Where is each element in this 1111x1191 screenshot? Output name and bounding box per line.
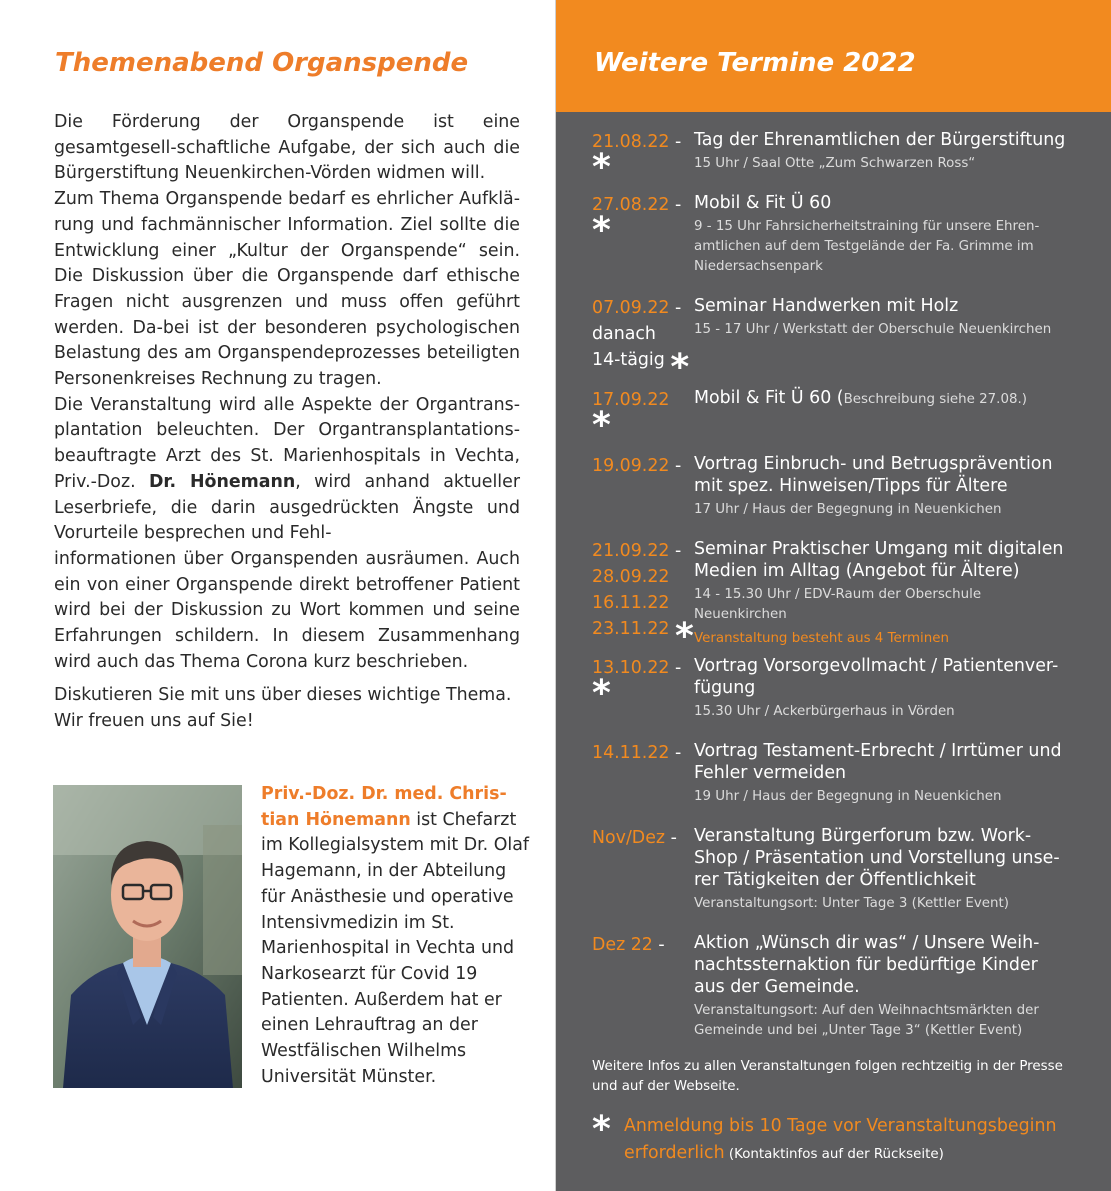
- event-title: Aktion „Wünsch dir was“ / Unsere Weih-nachtssternaktion für bedürftige Kinder aus der Gemeinde.: [694, 933, 1040, 997]
- bio-name: Priv.-Doz. Dr. med. Chris-tian Hönemann: [261, 784, 507, 830]
- doctor-bio: [261, 782, 531, 1090]
- paragraph-event-start: Die Veranstaltung wird alle Aspekte der Organtrans-plantation beleuchten. Der Organtransplantations-beauftragte Arzt des St. Marienhospitals in Vechta, Priv.-Doz.: [54, 394, 520, 492]
- event-details: Veranstaltungsort: Unter Tage 3 (Kettler Event): [694, 896, 1009, 911]
- registration-asterisk-icon: *: [592, 405, 611, 446]
- registration-asterisk-icon: *: [592, 210, 611, 251]
- event-details: 9 - 15 Uhr Fahrsicherheitstraining für unsere Ehren-amtlichen auf dem Testgelände der Fa. Grimme im Niedersachsenpark: [694, 219, 1040, 274]
- event-date: Dez 22 -: [592, 935, 665, 955]
- article-body: [54, 110, 520, 735]
- event-date: 28.09.22: [592, 567, 670, 587]
- event-details: 15 - 17 Uhr / Werkstatt der Oberschule Neuenkirchen: [694, 322, 1052, 337]
- event-details: 14 - 15.30 Uhr / EDV-Raum der Oberschule Neuenkirchen: [694, 587, 982, 622]
- dates-header: [556, 0, 1111, 112]
- registration-asterisk-icon: *: [674, 616, 694, 657]
- paragraph-topic: Zum Thema Organspende bedarf es ehrlicher Aufklä-rung und fachmännischer Information. Ziel sollte die Entwicklung einer „Kultur der Organspende“ sein. Die Diskussion über die Organspende darf ethische Fragen nicht ausgrenzen und muss offen geführt werden. Da-bei ist der besonderen psychologischen Belastung des am Organspendeprozesses beteiligten Personenkreises Rechnung zu tragen.: [54, 189, 520, 390]
- event-dates: [592, 295, 692, 388]
- event-date: 23.11.22 *: [592, 616, 694, 657]
- registration-text: Anmeldung bis 10 Tage vor Veranstaltungsbeginn erforderlich (Kontaktinfos auf der Rückseite): [624, 1116, 1057, 1163]
- event-body: [694, 129, 1074, 174]
- event-body: [694, 740, 1074, 807]
- event-title: Mobil & Fit Ü 60: [694, 193, 832, 213]
- right-column: [555, 0, 1111, 1191]
- event-details: 17 Uhr / Haus der Begegnung in Neuenkichen: [694, 502, 1002, 517]
- event-date: 17.09.22: [592, 390, 670, 410]
- event-date: 19.09.22 -: [592, 456, 682, 476]
- event-title: Vortrag Testament-Erbrecht / Irrtümer und Fehler vermeiden: [694, 741, 1062, 783]
- left-heading: Themenabend Organspende: [55, 48, 469, 78]
- event-body: [694, 453, 1074, 520]
- doctor-name-bold: Dr. Hönemann: [148, 471, 296, 492]
- event-date: 21.09.22 -: [592, 541, 682, 561]
- event-body: [694, 192, 1074, 277]
- event-details: 15 Uhr / Saal Otte „Zum Schwarzen Ross“: [694, 156, 976, 171]
- bio-text: ist Chefarzt im Kollegialsystem mit Dr. Olaf Hagemann, in der Abteilung für Anästhesie und operative Intensivmedizin im St. Marienhospital in Vechta und Narkosearzt für Covid 19 Patienten. Außerdem hat er einen Lehrauftrag an der Westfälischen Wilhelms Universität Münster.: [261, 809, 530, 1087]
- paragraph-intro: Die Förderung der Organspende ist eine gesamtgesell-schaftliche Aufgabe, der sich auch die Bürgerstiftung Neuenkirchen-Vörden widmen will.: [54, 112, 520, 184]
- event-body: [694, 538, 1074, 649]
- event-dates: [592, 192, 692, 251]
- event-details: 19 Uhr / Haus der Begegnung in Neuenkichen: [694, 789, 1002, 804]
- event-date: 21.08.22 -: [592, 132, 682, 152]
- doctor-portrait-photo: [53, 785, 242, 1088]
- event-dates: [592, 825, 692, 851]
- event-dates: [592, 129, 692, 188]
- event-body: [694, 387, 1074, 411]
- event-date: 13.10.22 -: [592, 658, 682, 678]
- event-title: Vortrag Einbruch- und Betrugsprävention mit spez. Hinweisen/Tipps für Ältere: [694, 454, 1053, 496]
- event-date: 14.11.22 -: [592, 743, 682, 763]
- event-body: [694, 655, 1074, 722]
- event-body: [694, 825, 1074, 914]
- event-title: Seminar Praktischer Umgang mit digitalen Medien im Alltag (Angebot für Ältere): [694, 539, 1064, 581]
- paragraph-event-end: , wird anhand aktueller Leserbriefe, die darin ausgedrückten Ängste und Vorurteile besprechen und Fehl-: [54, 471, 520, 544]
- event-details: 15.30 Uhr / Ackerbürgerhaus in Vörden: [694, 704, 955, 719]
- event-date: 27.08.22 -: [592, 195, 682, 215]
- event-dates: [592, 932, 692, 958]
- registration-asterisk-icon: *: [670, 347, 690, 388]
- registration-asterisk-icon: *: [592, 1109, 611, 1150]
- event-title: Vortrag Vorsorgevollmacht / Patientenver-fügung: [694, 656, 1059, 698]
- event-dates: [592, 538, 694, 657]
- event-date: Nov/Dez -: [592, 828, 677, 848]
- registration-asterisk-icon: *: [592, 147, 611, 188]
- event-note: Veranstaltung besteht aus 4 Terminen: [694, 631, 949, 646]
- paragraph-misinformation: informationen über Organspenden ausräumen. Auch ein von einer Organspende direkt betroffener Patient wird bei der Diskussion zu Wort kommen und seine Erfahrungen schildern. In diesem Zusammenhang wird auch das Thema Corona kurz beschrieben.: [54, 548, 520, 672]
- event-dates: [592, 740, 692, 766]
- event-title: Mobil & Fit Ü 60 (Beschreibung siehe 27.08.): [694, 388, 1027, 408]
- more-info-note: Weitere Infos zu allen Veranstaltungen folgen rechtzeitig in der Presse und auf der Webseite.: [592, 1059, 1063, 1094]
- event-title: Veranstaltung Bürgerforum bzw. Work-Shop / Präsentation und Vorstellung unse-rer Tätigkeiten der Öffentlichkeit: [694, 826, 1060, 890]
- event-title-note: Beschreibung siehe 27.08.): [843, 392, 1027, 407]
- event-dates: [592, 655, 692, 714]
- event-dates: [592, 453, 692, 479]
- registration-contact-hint: (Kontaktinfos auf der Rückseite): [724, 1147, 944, 1162]
- event-date: 07.09.22 -: [592, 298, 682, 318]
- paragraph-event: [54, 393, 520, 547]
- registration-asterisk-icon: *: [592, 673, 611, 714]
- event-body: [694, 295, 1074, 340]
- event-date-note: 14-tägig *: [592, 347, 690, 388]
- event-title: Tag der Ehrenamtlichen der Bürgerstiftung: [694, 130, 1066, 150]
- event-date: 16.11.22: [592, 593, 670, 613]
- left-column: [0, 0, 555, 1191]
- paragraph-invitation: Diskutieren Sie mit uns über dieses wichtige Thema. Wir freuen uns auf Sie!: [54, 685, 512, 732]
- event-date-note: danach: [592, 324, 656, 344]
- event-body: [694, 932, 1074, 1041]
- event-details: Veranstaltungsort: Auf den Weihnachtsmärkten der Gemeinde und bei „Unter Tage 3“ (Kettler Event): [694, 1003, 1039, 1038]
- event-dates: [592, 387, 692, 446]
- dates-heading: Weitere Termine 2022: [594, 48, 916, 78]
- event-title: Seminar Handwerken mit Holz: [694, 296, 959, 316]
